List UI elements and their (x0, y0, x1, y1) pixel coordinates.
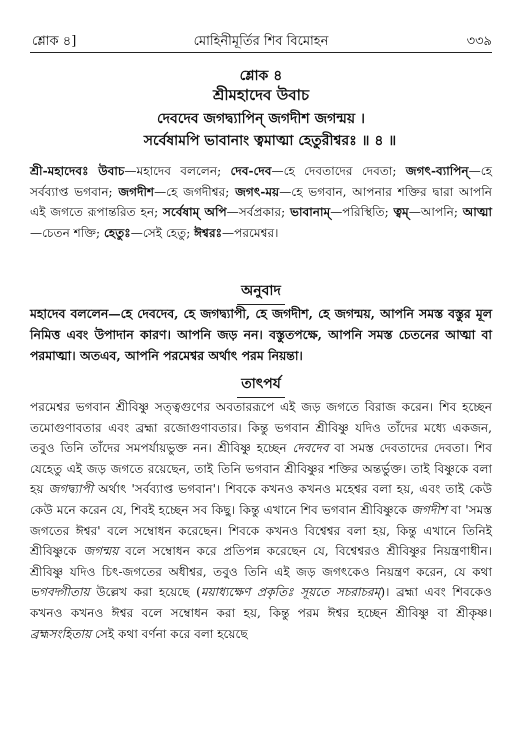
purport-segment: বা সমস্ত দেবতাদের দেবতা। শিব যেহেতু এই জড় জগতে রয়েছেন, তাই তিনি ভগবান শ্রীবিষ্ণুর শক্তির অন্তর্ভুক্ত। তাই বিষ্ণুকে বলা হয় (30, 441, 492, 497)
purport-segment: বলে সম্বোধন করে প্রতিপন্ন করেছেন যে, বিশ্বেশ্বরও শ্রীবিষ্ণুর নিয়ন্ত্রণাধীন। শ্রীবিষ্ণু যদিও চিৎ-জগতের অধীশ্বর, তবুও তিনি এই জড় জগৎকেও নিয়ন্ত্রণ করেন, যে কথা (30, 544, 492, 579)
purport-segment: উল্লেখ করা হয়েছে ( (89, 585, 201, 600)
purport-segment: সেই কথা বর্ণনা করে বলা হয়েছে (91, 626, 248, 641)
synonym-meaning: —হে জগদীশ্বর; (154, 184, 236, 199)
verse-number: শ্লোক ৪ (239, 68, 283, 84)
translation-heading-text: অনুবাদ (237, 279, 285, 305)
header-page-number: ৩৩৯ (466, 34, 492, 49)
synonym-word: দেব-দেব (230, 164, 272, 178)
synonyms-paragraph (30, 161, 492, 243)
purport-heading (30, 372, 492, 398)
synonym-meaning: —আপনি; (408, 205, 463, 219)
purport-segment: অর্থাৎ 'সর্বব্যাপ্ত ভগবান'। শিবকে কখনও কখনও মহেশ্বর বলা হয়, এবং তাই কেউ কেউ মনে করেন যে, শিবই হচ্ছেন সব কিছু। কিন্তু এখানে শিব ভগবান শ্রীবিষ্ণুকে (30, 482, 492, 517)
purport-emphasis: জগন্ময় (83, 544, 119, 559)
purport-emphasis: ব্রহ্মসংহিতায় (30, 626, 92, 641)
synonym-word: সর্বেষাম্ অপি (162, 205, 227, 219)
verse-line-2: সর্বেষামপি ভাবানাং ত্বমাত্মা হেতুরীশ্বরঃ ॥ ৪ ॥ (143, 133, 397, 149)
synonym-word: হেতুঃ (103, 225, 131, 240)
header-chapter-title: মোহিনীমূর্তির শিব বিমোহন (193, 34, 329, 49)
synonym-meaning: —হে ভগবান, আপনার শক্তির দ্বারা আপনি এই জগতে রূপান্তরিত হন; (30, 184, 493, 219)
purport-emphasis: জগদীশ (411, 502, 447, 517)
purport-segment: পরমেশ্বর ভগবান শ্রীবিষ্ণু সত্ত্বগুণের অবতাররূপে এই জড় জগতে বিরাজ করেন। শিব হচ্ছেন তমোগুণাবতার এবং ব্রহ্মা রজোগুণাবতার। কিন্তু ভগবান শ্রীবিষ্ণু যদিও তাঁদের মধ্যে একজন, তবুও তিনি তাঁদের সমপর্যায়ভুক্ত নন। শ্রীবিষ্ণু হচ্ছেন (30, 400, 492, 456)
purport-segment: )। ব্রহ্মা এবং শিবকেও কখনও কখনও ঈশ্বর বলে সম্বোধন করা হয়, কিন্তু পরম ঈশ্বর হচ্ছেন শ্রীবিষ্ণু বা শ্রীকৃষ্ণ। (30, 585, 492, 620)
purport-emphasis: ভগবদ্গীতায় (30, 585, 90, 600)
synonym-word: আত্মা (462, 205, 492, 219)
synonym-word: ভাবানাম্ (289, 205, 331, 219)
verse-line-1: দেবদেব জগদ্ব্যাপিন্ জগদীশ জগন্ময় । (157, 111, 365, 127)
synonym-word: জগদীশ (118, 184, 155, 199)
purport-heading-text: তাৎপর্য (237, 372, 285, 398)
translation-text: মহাদেব বললেন—হে দেবদেব, হে জগদ্ব্যাপী, হে জগদীশ, হে জগন্ময়, আপনি সমস্ত বস্তুর মূল নিমিত্ত এবং উপাদান কারণ। আপনি জড় নন। বস্তুতপক্ষে, আপনি সমস্ত চেতনের আত্মা বা পরমাত্মা। অতএব, আপনি পরমেশ্বর অর্থাৎ পরম নিয়ন্তা। (30, 306, 492, 363)
purport-emphasis: দেবদেব (292, 441, 329, 456)
synonym-meaning: —মহাদেব বললেন; (124, 164, 231, 178)
purport-segment: বা 'সমস্ত জগতের ঈশ্বর' বলে সম্বোধন করেছেন। শিবকে কখনও বিশ্বেশ্বর বলা হয়, কিন্তু এখানে তিনিই শ্রীবিষ্ণুকে (30, 502, 493, 559)
running-header (30, 30, 492, 50)
synonym-word: শ্রী-মহাদেবঃ উবাচ (30, 164, 125, 178)
purport-emphasis: জগদ্ব্যাপী (48, 482, 94, 497)
synonym-meaning: —হে দেবতাদের দেবতা; (271, 164, 406, 178)
synonym-meaning: —পরিস্থিতি; (330, 205, 394, 219)
verse-speaker: শ্রীমহাদেব উবাচ (212, 86, 310, 104)
synonym-word: জগৎ-ব্যাপিন্ (405, 164, 469, 178)
synonym-word: ঈশ্বরঃ (194, 225, 223, 240)
translation-heading (30, 279, 492, 305)
synonym-word: ত্বম্ (393, 205, 409, 219)
synonym-meaning: —পরমেশ্বর। (222, 225, 279, 240)
synonym-meaning: —হে সর্বব্যাপ্ত ভগবান; (30, 164, 492, 199)
synonym-meaning: —চেতন শক্তি; (30, 225, 104, 240)
purport-text (30, 397, 492, 644)
header-verse-ref: শ্লোক ৪] (32, 34, 77, 49)
synonym-meaning: —সেই হেতু; (130, 225, 195, 240)
synonym-word: জগৎ-ময় (235, 184, 280, 199)
synonym-meaning: —সর্বপ্রকার; (226, 205, 290, 219)
purport-emphasis: ময়াধ্যক্ষেণ প্রকৃতিঃ সূয়তে সচরাচরম্ (200, 585, 381, 600)
header-divider (30, 52, 492, 53)
